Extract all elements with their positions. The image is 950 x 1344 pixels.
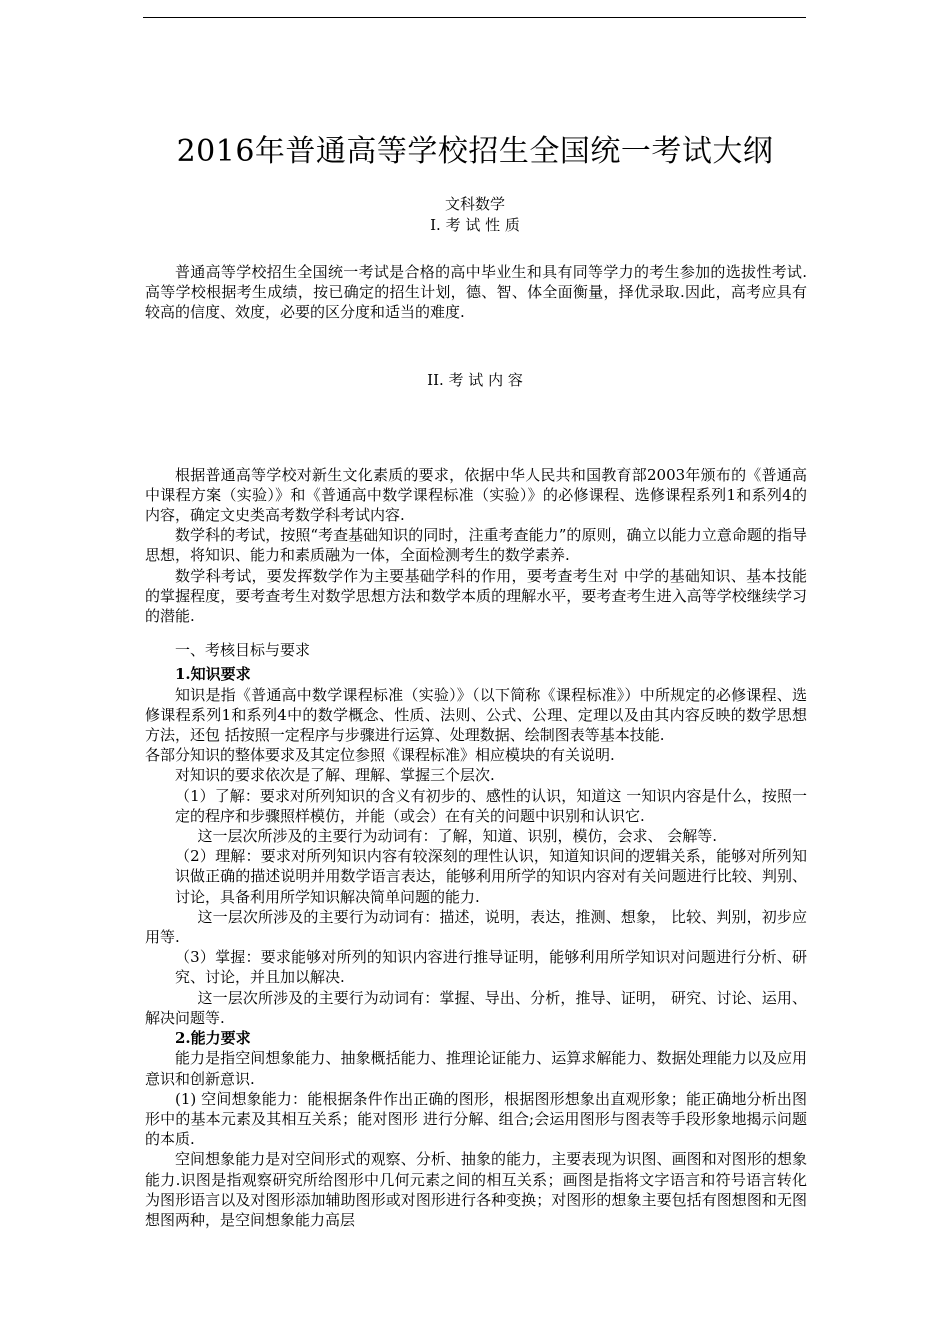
paragraph-verbs-3: 这一层次所涉及的主要行为动词有：掌握、导出、分析，推导、证明， 研究、讨论、运用、解决问题等. [145,988,807,1027]
heading-knowledge: 1.知识要求 [175,665,251,684]
paragraph-spatial-detail: 空间想象能力是对空间形式的观察、分析、抽象的能力，主要表现为识图、画图和对图形的想象能力.识图是指观察研究所给图形中几何元素之间的相互关系；画图是指将文字语言和符号语言转化为图形语言以及对图形添加辅助图形或对图形进行各种变换；对图形的想象主要包括有图想图和无图想图两种，是空间想象能力高层 [145,1150,807,1229]
paragraph-knowledge: 知识是指《普通高中数学课程标准（实验）》（以下简称《课程标准》）中所规定的必修课程、选修课程系列1和系列4中的数学概念、性质、法则、公式、公理、定理以及由其内容反映的数学思想方法，还包 括按照一定程序与步骤进行运算、处理数据、绘制图表等基本技能. [145,685,807,745]
document-title: 2016年普通高等学校招生全国统一考试大纲 [176,134,774,169]
header-rule [143,17,806,18]
paragraph-comprehend: （2）理解：要求对所列知识内容有较深刻的理性认识，知道知识间的逻辑关系，能够对所列知识做正确的描述说明并用数学语言表达，能够利用所学的知识内容对有关问题进行比较、判别、讨论，具备利用所学知识解决简单问题的能力. [175,847,807,906]
paragraph-content: 根据普通高等学校对新生文化素质的要求，依据中华人民共和国教育部2003年颁布的《普通高中课程方案（实验）》和《普通高中数学课程标准（实验）》的必修课程、选修课程系列1和系列4的内容，确定文史类高考数学科考试内容. [145,465,807,525]
paragraph-levels: 对知识的要求依次是了解、理解、掌握三个层次. [175,766,495,785]
heading-ability: 2.能力要求 [175,1029,251,1048]
section-heading-2: II. 考 试 内 容 [427,371,523,389]
document-body [145,262,807,1230]
paragraph-nature: 普通高等学校招生全国统一考试是合格的高中毕业生和具有同等学力的考生参加的选拔性考试.高等学校根据考生成绩，按已确定的招生计划，德、智、体全面衡量，择优录取.因此，高考应具有较高的信度、效度，必要的区分度和适当的难度. [145,263,807,322]
paragraph-spatial: (1) 空间想象能力：能根据条件作出正确的图形，根据图形想象出直观形象；能正确地分析出图形中的基本元素及其相互关系；能对图形 进行分解、组合;会运用图形与图表等手段形象地揭示问题的本质. [145,1089,807,1149]
document-subtitle: 文科数学 [444,195,505,213]
paragraph-verbs-2: 这一层次所涉及的主要行为动词有：描述，说明，表达，推测、想象， 比较、判别，初步应用等. [145,907,807,947]
heading-goals: 一、考核目标与要求 [175,641,311,660]
paragraph-master: （3）掌握：要求能够对所列的知识内容进行推导证明，能够利用所学知识对问题进行分析、研究、讨论，并且加以解决. [175,948,807,987]
paragraph-ability: 能力是指空间想象能力、抽象概括能力、推理论证能力、运算求解能力、数据处理能力以及应用意识和创新意识. [145,1049,807,1088]
paragraph-principle: 数学科的考试，按照“考查基础知识的同时，注重考查能力”的原则，确立以能力立意命题的指导思想，将知识、能力和素质融为一体，全面检测考生的数学素养. [145,526,807,565]
paragraph-verbs-1: 这一层次所涉及的主要行为动词有：了解，知道、识别，模仿，会求、 会解等. [197,827,718,846]
paragraph-overall: 各部分知识的整体要求及其定位参照《课程标准》相应模块的有关说明. [145,746,615,765]
section-heading-1: I. 考 试 性 质 [430,216,520,234]
paragraph-understand-basic: （1）了解：要求对所列知识的含义有初步的、感性的认识，知道这 一知识内容是什么，按照一定的程序和步骤照样模仿，并能（或会）在有关的问题中识别和认识它. [175,786,807,825]
paragraph-role: 数学科考试，要发挥数学作为主要基础学科的作用，要考查考生对 中学的基础知识、基本技能的掌握程度，要考查考生对数学思想方法和数学本质的理解水平，要考查考生进入高等学校继续学习的潜能. [145,566,807,626]
